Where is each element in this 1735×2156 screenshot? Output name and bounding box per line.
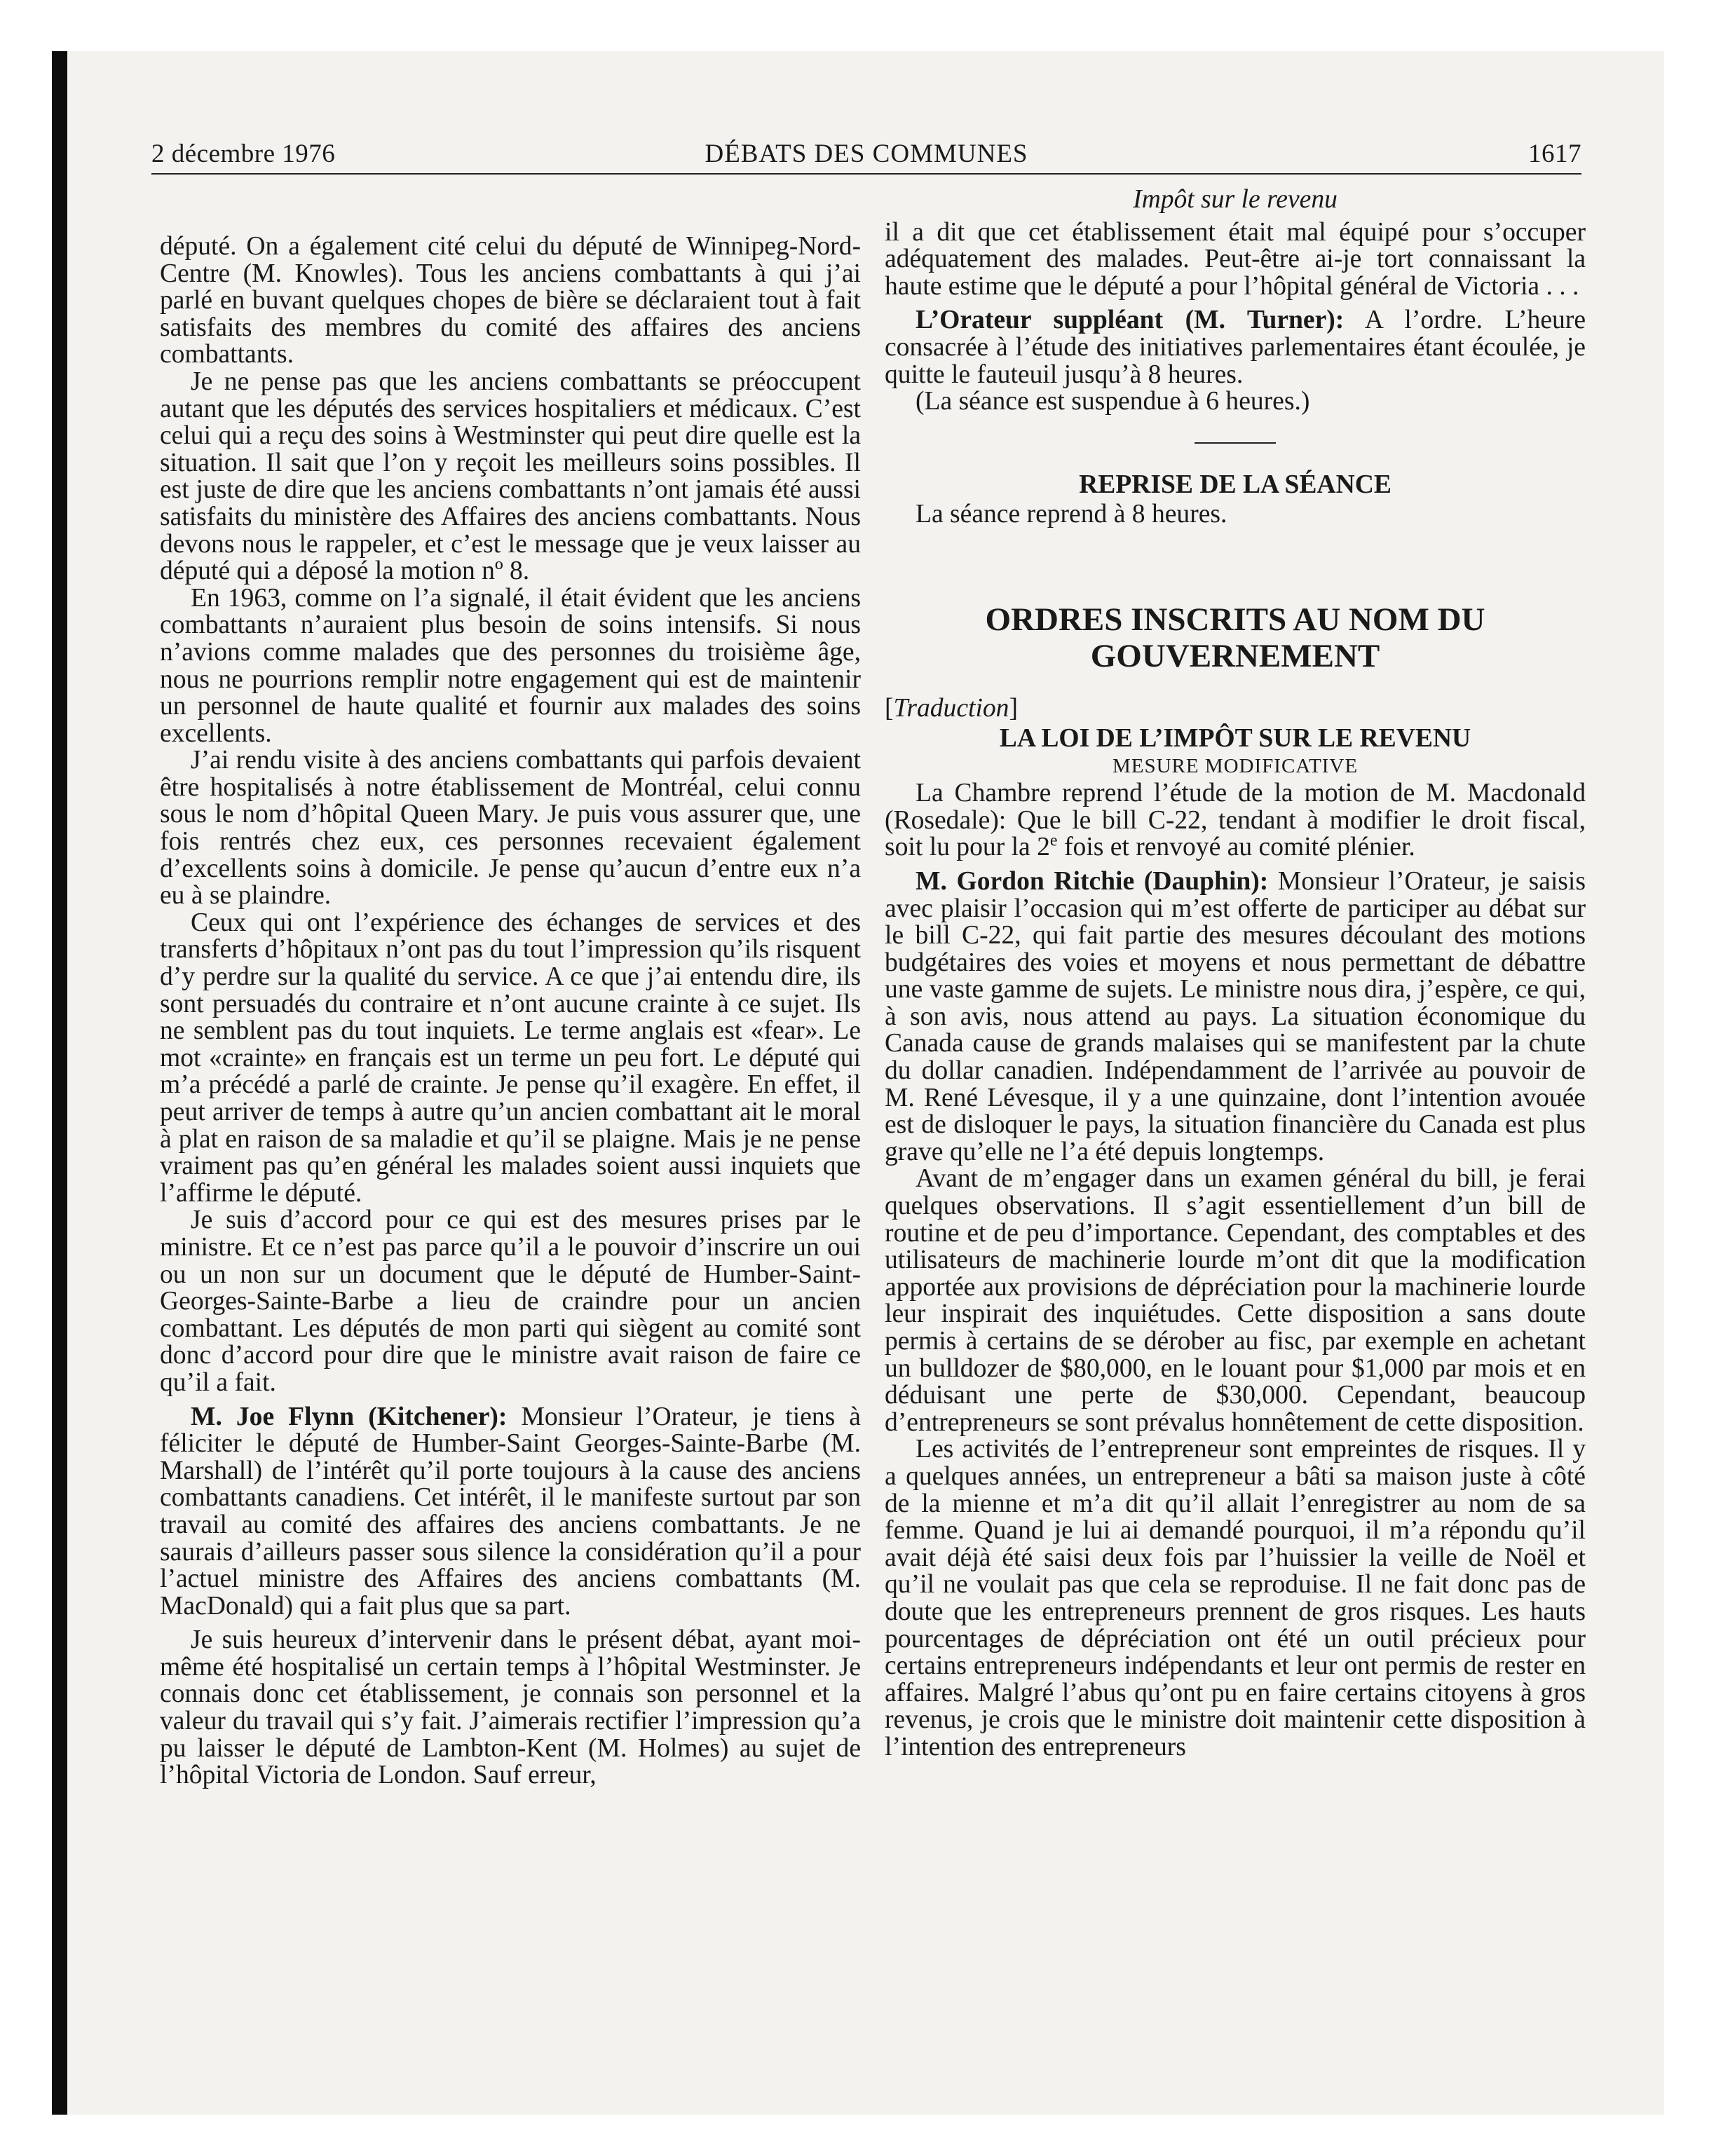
- section-separator: [1195, 442, 1276, 444]
- paragraph: J’ai rendu visite à des anciens combattants qui parfois devaient être hospitalisés à notre établissement de Montréal, celui connu sous le nom d’hôpital Queen Mary. Je puis vous assurer que, une fois rentrés chez eux, ces personnes recevaient également d’excellents soins à domicile. Je pense qu’aucun d’entre eux n’a eu à se plaindre.: [160, 746, 861, 910]
- flynn-speech: [160, 1404, 861, 1621]
- binding-edge: [52, 51, 67, 2115]
- speaker-name: L’Orateur suppléant (M. Turner):: [916, 306, 1345, 335]
- section-topic: Impôt sur le revenu: [1133, 185, 1338, 214]
- orders-heading-line: GOUVERNEMENT: [1090, 637, 1380, 674]
- suspension-note: (La séance est suspendue à 6 heures.): [916, 387, 1310, 416]
- speech-text: Monsieur l’Orateur, je tiens à féliciter le député de Humber-Saint Georges-Sainte-Barbe (M. Marshall) de l’intérêt qu’il porte toujours à la cause des anciens combattants canadiens. Cet intérêt, il le manifeste surtout par son travail au comité des affaires des anciens combattants. Je ne saurais d’ailleurs passer sous silence la considération qu’il a pour l’actuel ministre des Affaires des anciens combattants (M. MacDonald) qui a fait plus que sa part.: [160, 1402, 861, 1621]
- translation-label: Traduction: [893, 693, 1009, 723]
- motion-text: [885, 780, 1586, 861]
- paragraph: Je suis d’accord pour ce qui est des mesures prises par le ministre. Et ce n’est pas parce qu’il a le pouvoir d’inscrire un oui ou un non sur un document que le député de Humber-Saint-Georges-Sainte-Barbe a lieu de craindre pour un ancien combattant. Les députés de mon parti qui siègent au comité sont donc d’accord pour dire que le ministre avait raison de faire ce qu’il a fait.: [160, 1206, 861, 1397]
- orders-heading: [885, 601, 1586, 674]
- header-title: DÉBATS DES COMMUNES: [705, 139, 1028, 168]
- turner-speech: [885, 307, 1586, 388]
- bill-subheading: MESURE MODIFICATIVE: [1112, 755, 1359, 778]
- paragraph: Ceux qui ont l’expérience des échanges de services et des transferts d’hôpitaux n’ont pas du tout l’impression qu’ils risquent d’y perdre sur la qualité du service. A ce que j’ai entendu dire, ils sont persuadés du contraire et n’ont aucune crainte à ce sujet. Ils ne semblent pas du tout inquiets. Le terme anglais est «fear». Le mot «crainte» en français est un terme un peu fort. Le député qui m’a précédé a parlé de crainte. Je pense qu’il exagère. En effet, il peut arriver de temps à autre qu’un ancien combattant ait le moral à plat en raison de sa maladie et qu’il se plaigne. Mais je ne pense vraiment pas qu’en général les malades soient aussi inquiets que l’affirme le député.: [160, 908, 861, 1208]
- paragraph: Je ne pense pas que les anciens combattants se préoccupent autant que les députés des services hospitaliers et médicaux. C’est celui qui a reçu des soins à Westminster qui peut dire quelle est la situation. Il sait que l’on y reçoit les meilleurs soins possibles. Il est juste de dire que les anciens combattants n’ont jamais été aussi satisfaits du ministère des Affaires des anciens combattants. Nous devons nous le rappeler, et c’est le message que je veux laisser au député qui a déposé la motion nº 8.: [160, 367, 861, 586]
- resumption-heading: REPRISE DE LA SÉANCE: [1079, 470, 1392, 499]
- ritchie-speech: [885, 868, 1586, 1166]
- paragraph: Avant de m’engager dans un examen général du bill, je ferai quelques observations. Il s’agit essentiellement d’un bill de routine et de peu d’importance. Cependant, des comptables et des utilisateurs de machinerie lourde m’ont dit que la modification apportée aux provisions de dépréciation pour la machinerie lourde leur inspirait des inquiétudes. Cette disposition a sans doute permis à certains de se dérober au fisc, par exemple en achetant un bulldozer de $80,000, en le louant pour $1,000 par mois et en déduisant une perte de $30,000. Cependant, beaucoup d’entrepreneurs se sont prévalus honnêtement de cette disposition.: [885, 1164, 1586, 1437]
- paragraph: Je suis heureux d’intervenir dans le présent débat, ayant moi-même été hospitalisé un certain temps à l’hôpital Westminster. Je connais donc cet établissement, je connais son personnel et la valeur du travail qui s’y fait. J’aimerais rectifier l’impression qu’a pu laisser le député de Lambton-Kent (M. Holmes) au sujet de l’hôpital Victoria de London. Sauf erreur,: [160, 1625, 861, 1790]
- header-date: 2 décembre 1976: [151, 139, 336, 168]
- paragraph: Les activités de l’entrepreneur sont empreintes de risques. Il y a quelques années, un entrepreneur a bâti sa maison juste à côté de la mienne et m’a dit qu’il allait l’enregistrer au nom de sa femme. Quand je lui ai demandé pourquoi, il m’a répondu qu’il avait déjà été saisi deux fois par l’huissier la veille de Noël et qu’il ne voulait pas que cela se reproduise. Il ne fait donc pas de doute que les entrepreneurs prennent de gros risques. Les hauts pourcentages de dépréciation ont été un outil précieux pour certains entrepreneurs indépendants et leur ont permis de rester en affaires. Malgré l’abus qu’ont pu en faire certains citoyens à gros revenus, je crois que le ministre doit maintenir cette disposition à l’intention des entrepreneurs: [885, 1435, 1586, 1761]
- left-column: [160, 233, 861, 1789]
- page-number: 1617: [1528, 139, 1581, 168]
- motion-text-part: La Chambre reprend l’étude de la motion de M. Macdonald (Rosedale): Que le bill C-22, tendant à modifier le droit fiscal, soit lu pour la 2: [885, 779, 1586, 862]
- speaker-name: M. Joe Flynn (Kitchener):: [191, 1402, 508, 1431]
- orders-heading-line: ORDRES INSCRITS AU NOM DU: [985, 601, 1485, 638]
- paragraph: En 1963, comme on l’a signalé, il était évident que les anciens combattants n’auraient plus besoin de soins intensifs. Si nous n’avions comme malades que des personnes du troisième âge, nous ne pourrions remplir notre engagement qui est de maintenir un personnel de haute qualité et fournir aux malades des soins excellents.: [160, 583, 861, 748]
- paragraph: député. On a également cité celui du député de Winnipeg-Nord-Centre (M. Knowles). Tous les anciens combattants à qui j’ai parlé en buvant quelques chopes de bière se déclaraient tout à fait satisfaits des membres du comité des affaires des anciens combattants.: [160, 232, 861, 369]
- speaker-name: M. Gordon Ritchie (Dauphin):: [916, 866, 1269, 896]
- resumption-text: La séance reprend à 8 heures.: [916, 500, 1227, 529]
- motion-superscript: e: [1049, 831, 1058, 850]
- running-head: [151, 139, 1581, 171]
- header-rule: [151, 173, 1581, 175]
- motion-text-part: fois et renvoyé au comité plénier.: [1057, 833, 1415, 862]
- translation-note: [Traduction]: [885, 693, 1018, 723]
- paragraph: il a dit que cet établissement était mal équipé pour s’occuper adéquatement des malades. Peut-être ai-je tort connaissant la haute estime que le député a pour l’hôpital général de Victoria . . .: [885, 217, 1586, 301]
- speech-text: A l’ordre. L’heure consacrée à l’étude des initiatives parlementaires étant écoulée, je quitte le fauteuil jusqu’à 8 heures.: [885, 306, 1586, 389]
- bill-heading: LA LOI DE L’IMPÔT SUR LE REVENU: [999, 723, 1471, 753]
- speech-text: Monsieur l’Orateur, je saisis avec plaisir l’occasion qui m’est offerte de participer au débat sur le bill C-22, qui fait partie des mesures découlant des motions budgétaires des voies et moyens et nous permettant de débattre une vaste gamme de sujets. Le ministre nous dira, j’espère, ce qui, à son avis, nous attend au pays. La situation économique du Canada cause de grands malaises qui se manifestent par la chute du dollar canadien. Indépendamment de l’arrivée au pouvoir de M. René Lévesque, il y a une quinzaine, dont l’intention avouée est de disloquer le pays, la situation financière du Canada est plus grave qu’elle ne l’a été depuis longtemps.: [885, 866, 1586, 1166]
- right-column: [885, 186, 1586, 1761]
